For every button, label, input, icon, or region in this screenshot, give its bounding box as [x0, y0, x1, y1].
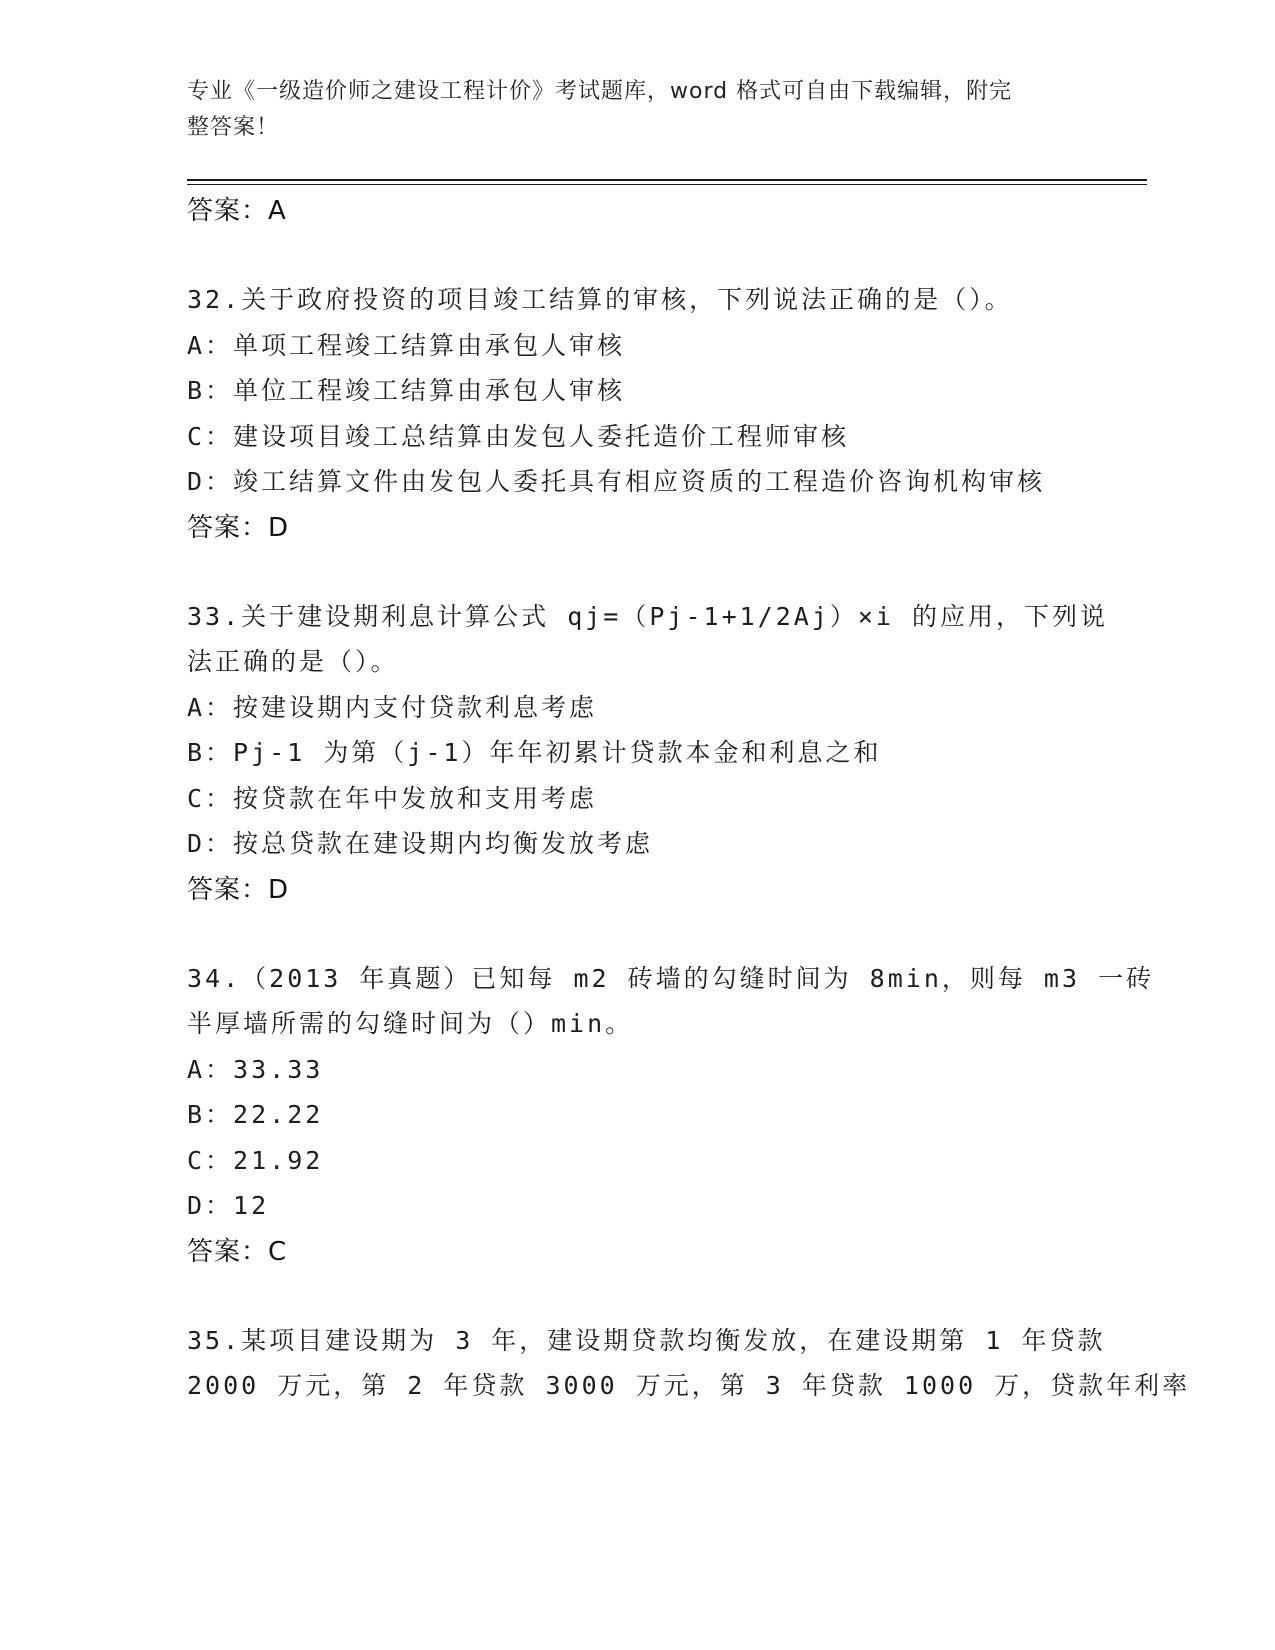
spacer [187, 913, 1107, 956]
answer-line: 答案：C [187, 1236, 288, 1267]
spacer [187, 1275, 1107, 1318]
answer-line: 答案：A [187, 196, 287, 226]
question-text: 32.关于政府投资的项目竣工结算的审核，下列说法正确的是（）。 [187, 285, 1013, 314]
option-a: A：单项工程竣工结算由承包人审核 [187, 330, 626, 360]
option-c: C：按贷款在年中发放和支用考虑 [187, 783, 598, 813]
question-text: 33.关于建设期利息计算公式 qj=（Pj-1+1/2Aj）×i 的应用，下列说 [187, 601, 1109, 631]
question-text: 半厚墙所需的勾缝时间为（）min。 [187, 1009, 634, 1038]
question-35 [187, 1318, 1191, 1409]
answer-line: 答案：D [187, 874, 290, 905]
option-b: B：单位工程竣工结算由承包人审核 [187, 376, 626, 405]
header-divider-thin [187, 184, 1147, 185]
option-d: D：12 [187, 1191, 270, 1220]
question-list [187, 188, 1191, 1409]
header-line-1: 专业《一级造价师之建设工程计价》考试题库，word 格式可自由下载编辑，附完 [187, 79, 1013, 104]
question-33 [187, 594, 1107, 685]
option-d: D：按总贷款在建设期内均衡发放考虑 [187, 829, 654, 858]
question-text: 34.（2013 年真题）已知每 m2 砖墙的勾缝时间为 8min，则每 m3 一砖 [187, 963, 1155, 993]
spacer [187, 234, 1107, 277]
option-a: A：按建设期内支付贷款利息考虑 [187, 692, 598, 722]
option-c: C：建设项目竣工总结算由发包人委托造价工程师审核 [187, 421, 850, 451]
option-b: B：Pj-1 为第（j-1）年年初累计贷款本金和利息之和 [187, 738, 882, 767]
option-a: A：33.33 [187, 1054, 324, 1084]
question-text: 35.某项目建设期为 3 年，建设期贷款均衡发放，在建设期第 1 年贷款 [187, 1325, 1106, 1355]
header-divider-thick [187, 179, 1147, 181]
question-32 [187, 277, 1107, 323]
question-text: 法正确的是（）。 [187, 647, 399, 676]
document-header [187, 74, 1067, 146]
option-b: B：22.22 [187, 1100, 324, 1129]
option-c: C：21.92 [187, 1145, 324, 1175]
answer-line: 答案：D [187, 512, 290, 543]
header-line-2: 整答案！ [187, 115, 280, 140]
question-34 [187, 956, 1155, 1047]
spacer [187, 551, 1107, 594]
question-text: 2000 万元，第 2 年贷款 3000 万元，第 3 年贷款 1000 万，贷款年利率 [187, 1371, 1191, 1400]
option-d: D：竣工结算文件由发包人委托具有相应资质的工程造价咨询机构审核 [187, 467, 1046, 496]
